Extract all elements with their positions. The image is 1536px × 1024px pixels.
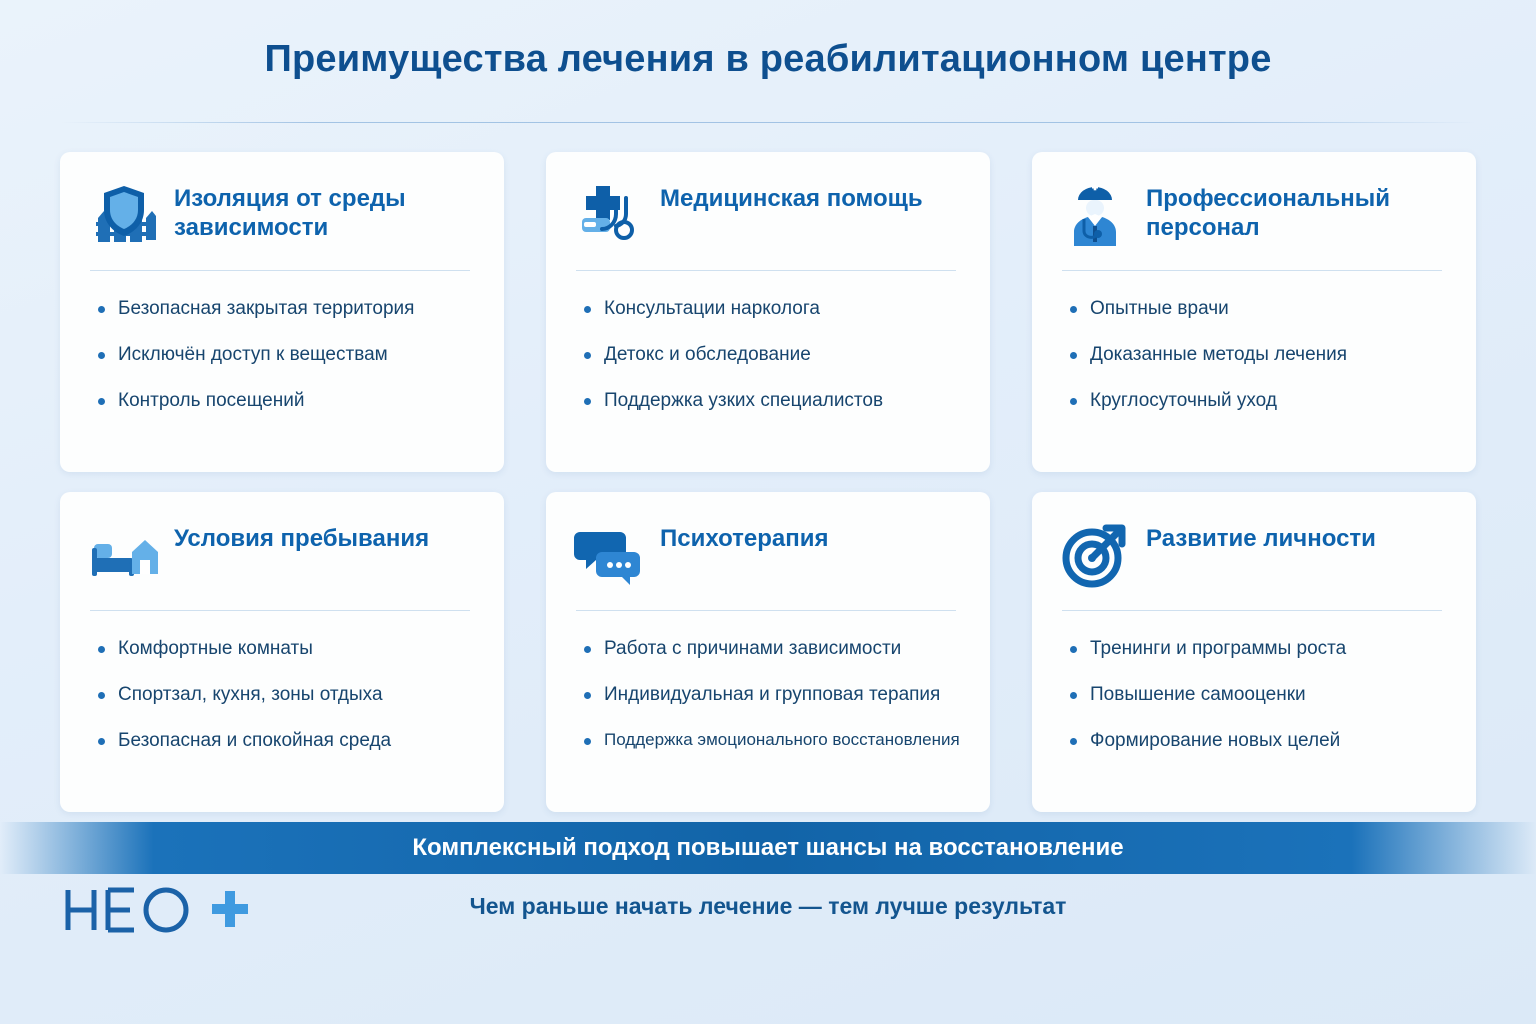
benefit-card-personal-growth (1032, 492, 1476, 812)
card-divider (1062, 610, 1442, 611)
list-item: Формирование новых целей (1066, 729, 1446, 753)
neo-logo (62, 882, 262, 938)
card-divider (1062, 270, 1442, 271)
card-title: Профессиональный персонал (1146, 185, 1390, 242)
footer-banner (0, 822, 1536, 874)
card-divider (90, 270, 470, 271)
footer-subtitle: Чем раньше начать лечение — тем лучше результат (469, 893, 1067, 919)
card-title: Изоляция от среды зависимости (174, 185, 406, 242)
list-item: Безопасная закрытая территория (94, 297, 474, 321)
card-title: Психотерапия (660, 525, 829, 552)
list-item: Повышение самооценки (1066, 683, 1446, 707)
card-divider (90, 610, 470, 611)
list-item: Индивидуальная и групповая терапия (580, 683, 960, 707)
list-item: Исключён доступ к веществам (94, 343, 474, 367)
card-bullet-list (86, 637, 474, 752)
benefit-card-staff (1032, 152, 1476, 472)
list-item: Опытные врачи (1066, 297, 1446, 321)
benefit-card-isolation (60, 152, 504, 472)
benefits-grid (60, 152, 1476, 812)
target-arrow-icon (1058, 518, 1132, 592)
list-item: Поддержка эмоционального восстановления (580, 729, 960, 750)
card-title: Медицинская помощь (660, 185, 923, 212)
card-header (86, 178, 474, 256)
card-header (1058, 178, 1446, 256)
card-bullet-list (1058, 297, 1446, 412)
speech-bubbles-icon (572, 518, 646, 592)
page-title-wrap (0, 38, 1536, 81)
doctor-icon (1058, 178, 1132, 252)
shield-fence-icon (86, 178, 160, 252)
card-header (1058, 518, 1446, 596)
card-header (572, 178, 960, 256)
list-item: Поддержка узких специалистов (580, 389, 960, 413)
card-divider (576, 610, 956, 611)
page-title: Преимущества лечения в реабилитационном центре (264, 38, 1272, 80)
benefit-card-medical-help (546, 152, 990, 472)
card-header (86, 518, 474, 596)
list-item: Спортзал, кухня, зоны отдыха (94, 683, 474, 707)
card-title: Развитие личности (1146, 525, 1376, 552)
list-item: Консультации нарколога (580, 297, 960, 321)
medical-cross-stethoscope-icon (572, 178, 646, 252)
list-item: Безопасная и спокойная среда (94, 729, 474, 753)
card-bullet-list (1058, 637, 1446, 752)
list-item: Комфортные комнаты (94, 637, 474, 661)
list-item: Доказанные методы лечения (1066, 343, 1446, 367)
card-title: Условия пребывания (174, 525, 430, 552)
list-item: Тренинги и программы роста (1066, 637, 1446, 661)
card-bullet-list (572, 637, 960, 750)
benefit-card-psychotherapy (546, 492, 990, 812)
list-item: Работа с причинами зависимости (580, 637, 960, 661)
footer-banner-text: Комплексный подход повышает шансы на восстановление (412, 834, 1124, 861)
list-item: Детокс и обследование (580, 343, 960, 367)
card-bullet-list (572, 297, 960, 412)
card-divider (576, 270, 956, 271)
card-bullet-list (86, 297, 474, 412)
card-header (572, 518, 960, 596)
benefit-card-accommodation (60, 492, 504, 812)
bed-house-icon (86, 518, 160, 592)
list-item: Круглосуточный уход (1066, 389, 1446, 413)
title-divider (60, 122, 1476, 123)
list-item: Контроль посещений (94, 389, 474, 413)
